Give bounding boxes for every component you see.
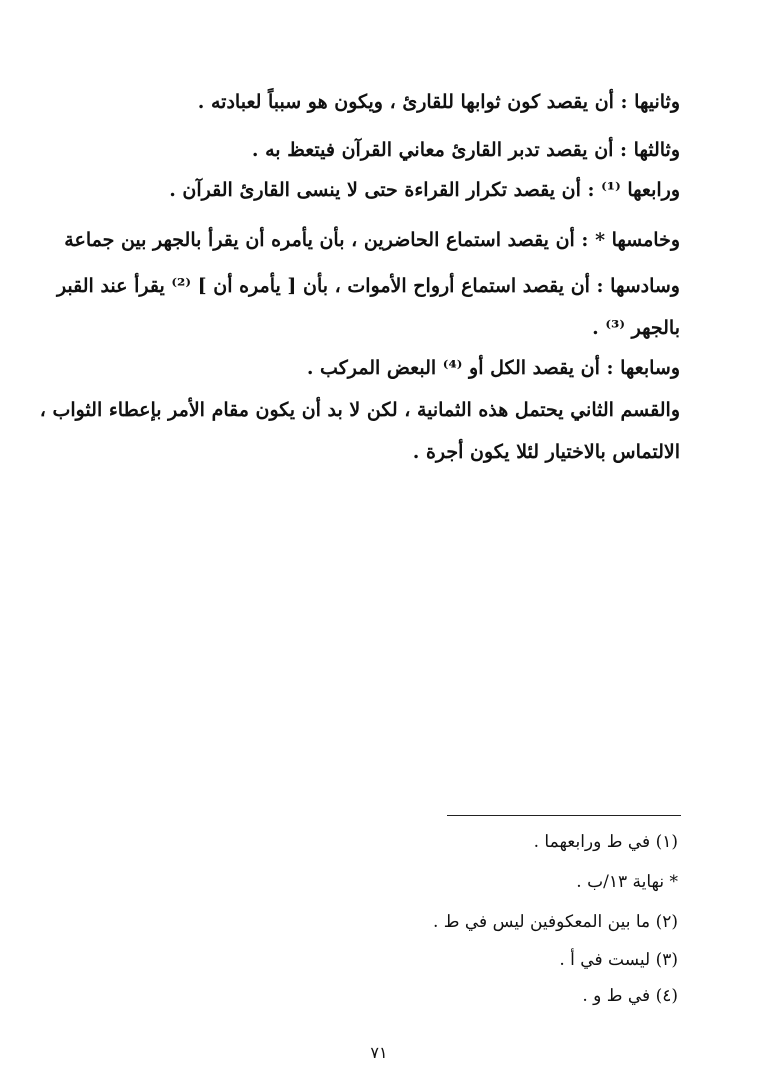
body-line: وثالثها : أن يقصد تدبر القارئ معاني القرآن فيتعظ به .: [251, 139, 680, 161]
body-line: وسادسها : أن يقصد استماع أرواح الأموات ، بأن [ يأمره أن ] ⁽²⁾ يقرأ عند القبر: [56, 275, 680, 297]
body-line: وسابعها : أن يقصد الكل أو ⁽⁴⁾ البعض المركب .: [306, 357, 680, 379]
footnote: (٤) في ط و .: [582, 986, 678, 1006]
footnote: (٣) ليست في أ .: [559, 950, 678, 970]
body-line: وثانيها : أن يقصد كون ثوابها للقارئ ، ويكون هو سبباً لعبادته .: [197, 91, 680, 113]
body-line: بالجهر ⁽³⁾ .: [592, 317, 680, 339]
footnote: (١) في ط ورابعهما .: [533, 832, 678, 852]
body-line: والقسم الثاني يحتمل هذه الثمانية ، لكن لا بد أن يكون مقام الأمر بإعطاء الثواب ،: [39, 399, 680, 421]
page-number: ٧١: [370, 1043, 388, 1062]
footnote: * نهاية ١٣/ب .: [576, 872, 678, 892]
body-line: الالتماس بالاختيار لئلا يكون أجرة .: [412, 441, 680, 463]
body-line: ورابعها ⁽¹⁾ : أن يقصد تكرار القراءة حتى لا ينسى القارئ القرآن .: [169, 179, 680, 201]
footnote-separator: [447, 815, 681, 816]
body-line: وخامسها * : أن يقصد استماع الحاضرين ، بأن يأمره أن يقرأ بالجهر بين جماعة: [64, 229, 680, 251]
footnote: (٢) ما بين المعكوفين ليس في ط .: [432, 912, 678, 932]
